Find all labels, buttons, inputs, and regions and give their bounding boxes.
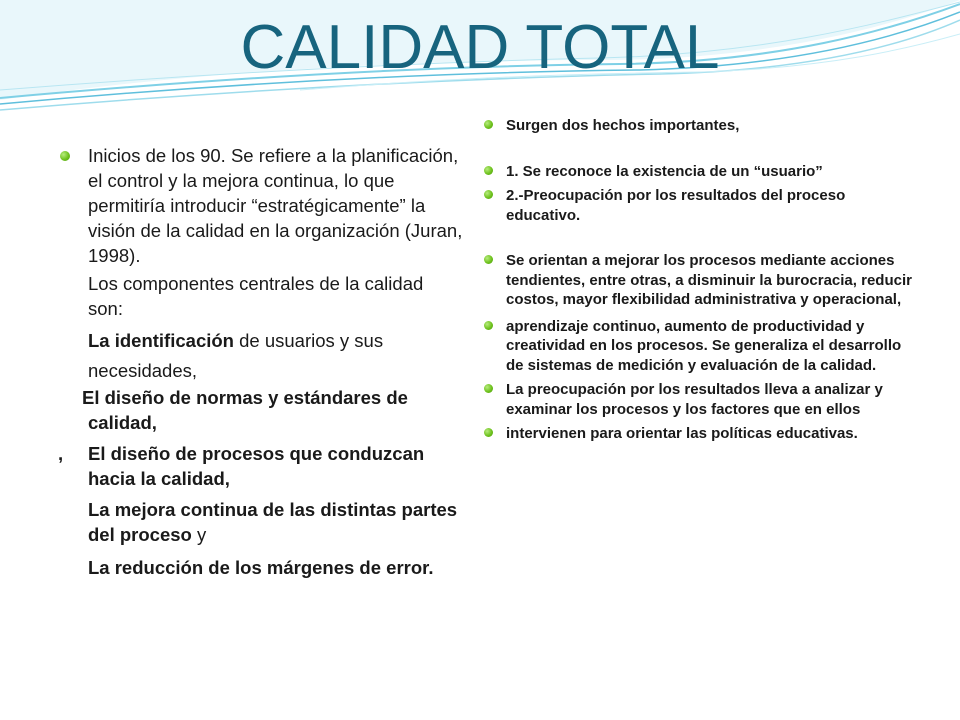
right-bullet-1: Surgen dos hechos importantes, <box>483 116 913 136</box>
item-mejora-rest: y <box>191 524 207 545</box>
item-comma-mark: , <box>58 443 64 464</box>
right-bullet-4: Se orientan a mejorar los procesos mediante acciones tendientes, entre otras, a disminuir la burocracia, reducir costos, mayor flexibilidad administrativa y operacional, <box>483 251 913 310</box>
item-diseno-normas: El diseño de normas y estándares de calidad, <box>82 387 408 433</box>
right-bullet-7: intervienen para orientar las políticas educativas. <box>483 424 913 444</box>
item-identificacion-line2: necesidades, <box>88 360 198 381</box>
item-identificacion-rest: de usuarios y sus <box>233 330 384 351</box>
item-identificacion <box>58 328 463 353</box>
left-bullet-intro: Inicios de los 90. Se refiere a la planificación, el control y la mejora continua, lo que permitiría introducir “estratégicamente” la visión de la calidad en la organización (Juran, 1998). <box>58 143 463 268</box>
item-mejora-continua <box>58 497 463 547</box>
right-column <box>483 116 913 444</box>
item-diseno-procesos <box>58 441 463 491</box>
item-diseno-procesos-text: El diseño de procesos que conduzcan hacia la calidad, <box>88 443 425 489</box>
item-reduccion: La reducción de los márgenes de error. <box>88 557 434 578</box>
components-intro: Los componentes centrales de la calidad son: <box>88 273 424 319</box>
right-bullet-2: 1. Se reconoce la existencia de un “usuario” <box>483 162 913 182</box>
right-bullet-5: aprendizaje continuo, aumento de productividad y creatividad en los procesos. Se generaliza el desarrollo de sistemas de medición y evaluación de la calidad. <box>483 317 913 376</box>
slide-title: CALIDAD TOTAL <box>240 13 720 82</box>
left-column <box>58 143 463 580</box>
item-identificacion-bold: La identificación <box>88 330 234 351</box>
item-mejora-bold: La mejora continua de las distintas partes del proceso <box>88 499 458 545</box>
right-bullet-6: La preocupación por los resultados lleva a analizar y examinar los procesos y los factores que en ellos <box>483 380 913 419</box>
right-bullet-3: 2.-Preocupación por los resultados del proceso educativo. <box>483 186 913 225</box>
